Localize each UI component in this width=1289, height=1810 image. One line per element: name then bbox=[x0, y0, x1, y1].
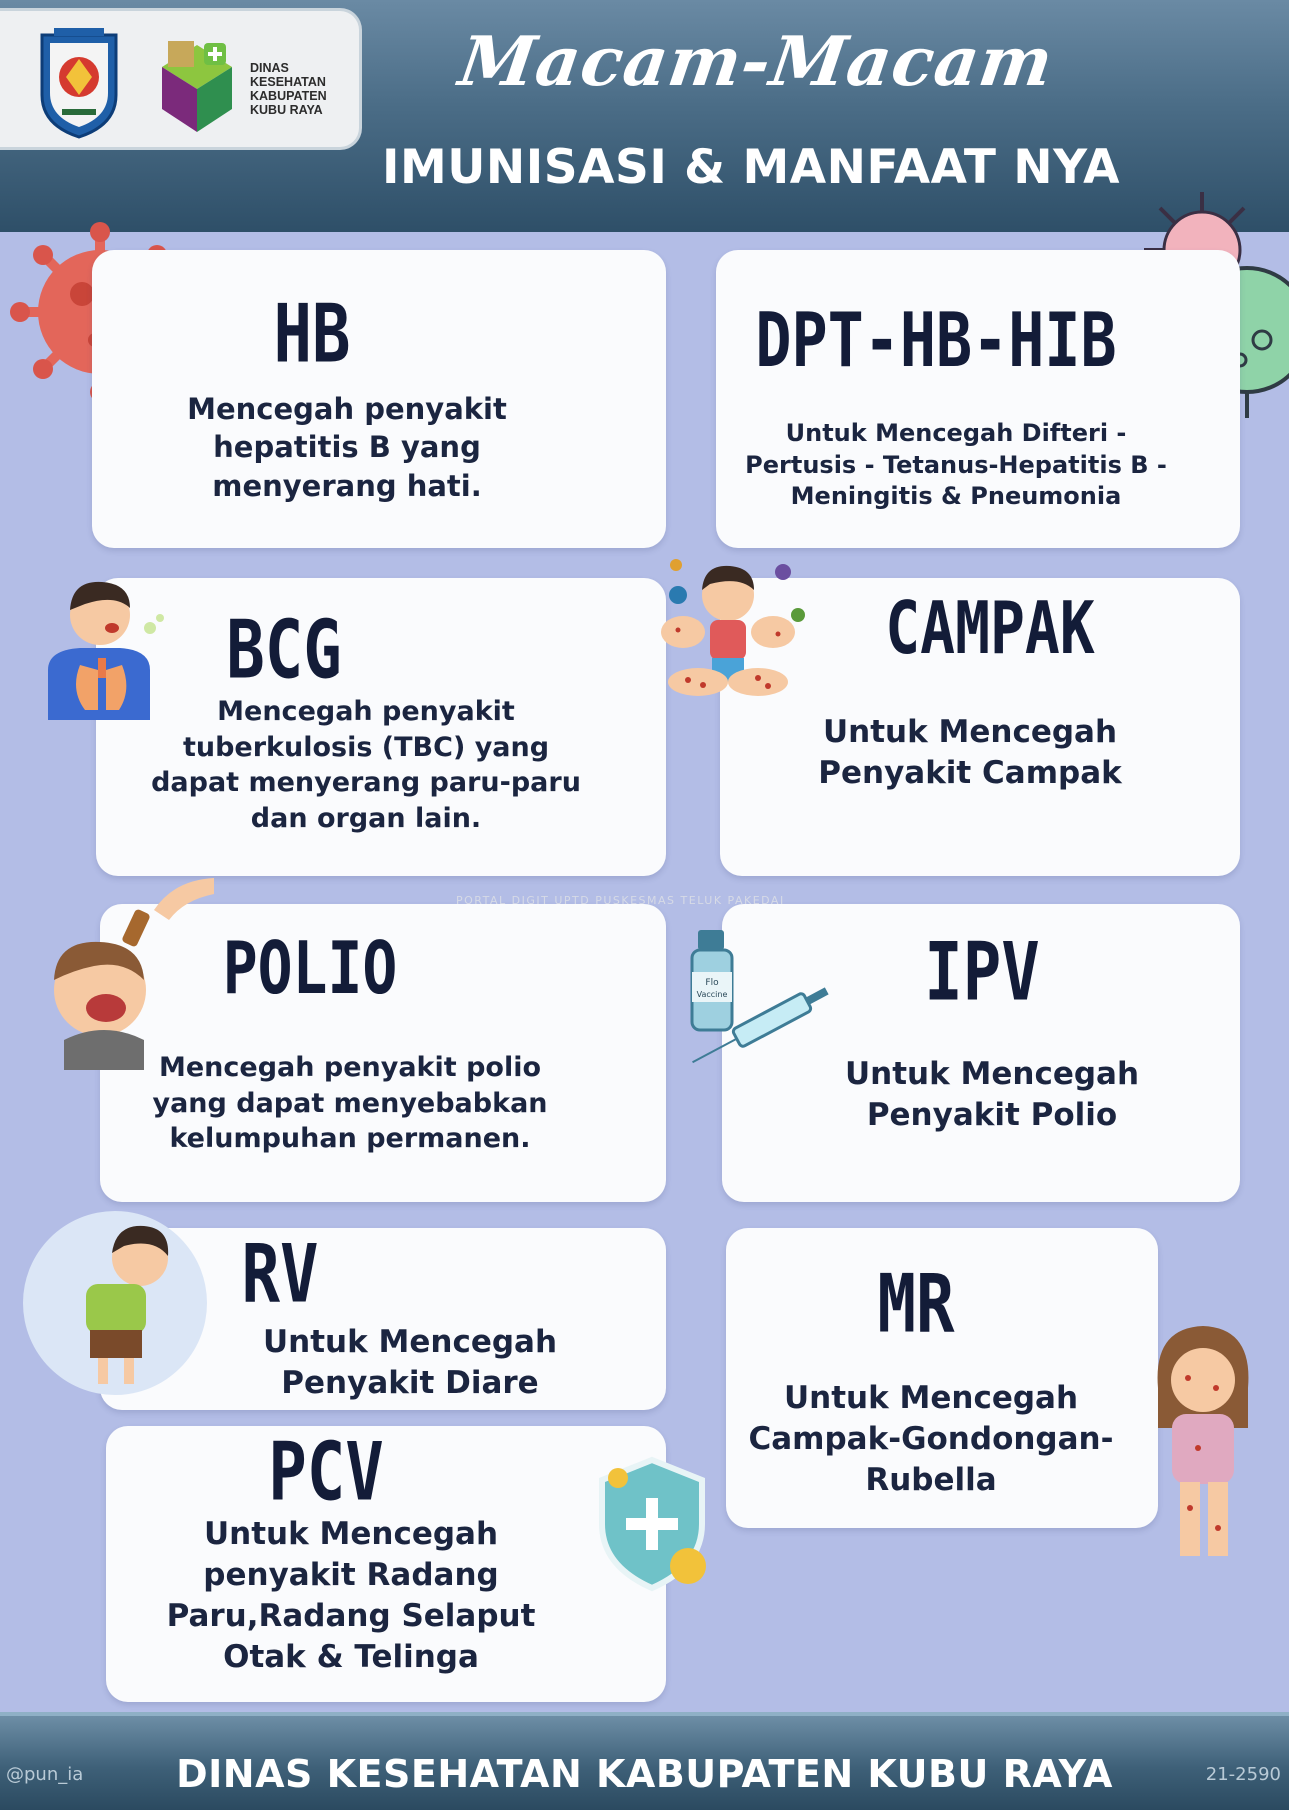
vaccine-label: Vaccine bbox=[696, 990, 728, 999]
desc-line: Untuk Mencegah bbox=[203, 1516, 499, 1552]
card-title: DPT-HB-HIB bbox=[755, 297, 1117, 385]
card-description bbox=[726, 1378, 1136, 1501]
logo-text-line: KUBU RAYA bbox=[250, 103, 323, 117]
card-hb bbox=[92, 250, 666, 548]
desc-line: penyakit Radang bbox=[203, 1556, 499, 1593]
desc-line: Untuk Mencegah bbox=[262, 1324, 558, 1360]
card-description bbox=[126, 694, 606, 837]
page-title: IMUNISASI & MANFAAT NYA bbox=[382, 140, 1120, 195]
card-description bbox=[800, 712, 1140, 794]
card-mr bbox=[726, 1228, 1158, 1528]
card-title: HB bbox=[273, 288, 351, 382]
desc-line: tuberkulosis (TBC) yang bbox=[182, 731, 550, 763]
footer-banner bbox=[0, 1712, 1289, 1810]
dinas-kesehatan-logo-icon bbox=[152, 37, 242, 137]
desc-line: Campak-Gondongan- bbox=[748, 1420, 1114, 1457]
girl-with-rash-icon bbox=[1148, 1318, 1258, 1568]
child-with-rash-icon bbox=[648, 550, 808, 700]
desc-line: Otak & Telinga bbox=[223, 1638, 479, 1675]
coughing-boy-lungs-icon bbox=[40, 570, 170, 720]
card-description bbox=[240, 1322, 580, 1404]
desc-line: Rubella bbox=[865, 1461, 997, 1498]
footer-title: DINAS KESEHATAN KABUPATEN KUBU RAYA bbox=[176, 1752, 1113, 1796]
title-script: Macam-Macam bbox=[454, 22, 1059, 102]
desc-line: dapat menyerang paru-paru bbox=[151, 767, 581, 799]
header-banner bbox=[0, 0, 1289, 232]
desc-line: dan organ lain. bbox=[250, 802, 482, 834]
desc-line: Untuk Mencegah bbox=[783, 1380, 1079, 1416]
shield-icon bbox=[588, 1454, 716, 1594]
desc-line: Paru,Radang Selaput bbox=[166, 1597, 536, 1634]
desc-line: Mencegah penyakit bbox=[187, 392, 507, 426]
card-title: BCG bbox=[226, 604, 342, 698]
vaccine-syringe-icon bbox=[672, 930, 842, 1090]
desc-line: kelumpuhan permanen. bbox=[169, 1123, 531, 1155]
dinas-logo-text bbox=[250, 61, 327, 117]
card-title: RV bbox=[241, 1228, 319, 1322]
footer-handle: @pun_ia bbox=[6, 1764, 84, 1785]
child-receiving-polio-drops-icon bbox=[44, 870, 214, 1070]
desc-line: Mencegah penyakit bbox=[217, 696, 515, 727]
desc-line: hepatitis B yang bbox=[213, 430, 481, 465]
card-title: PCV bbox=[268, 1426, 384, 1520]
desc-line: Untuk Mencegah Difteri - bbox=[785, 419, 1127, 447]
card-title: IPV bbox=[924, 926, 1040, 1020]
card-description bbox=[156, 1514, 546, 1678]
desc-line: yang dapat menyebabkan bbox=[152, 1087, 548, 1119]
desc-line: Penyakit Diare bbox=[281, 1364, 539, 1401]
card-description bbox=[822, 1054, 1162, 1136]
logo-text-line: KESEHATAN bbox=[250, 75, 326, 89]
logo-panel bbox=[0, 8, 362, 150]
logo-text-line: KABUPATEN bbox=[250, 89, 327, 103]
card-pcv bbox=[106, 1426, 666, 1702]
logo-text-line: DINAS bbox=[250, 61, 289, 75]
desc-line: Meningitis & Pneumonia bbox=[790, 482, 1122, 511]
desc-line: Penyakit Campak bbox=[818, 754, 1122, 791]
kabupaten-crest-icon bbox=[34, 25, 124, 141]
desc-line: Untuk Mencegah bbox=[822, 714, 1118, 750]
desc-line: menyerang hati. bbox=[212, 468, 482, 503]
footer-code: 21-2590 bbox=[1205, 1764, 1281, 1785]
desc-line: Pertusis - Tetanus-Hepatitis B - bbox=[745, 450, 1167, 479]
card-description bbox=[726, 418, 1186, 513]
card-description bbox=[152, 390, 542, 505]
desc-line: Mencegah penyakit polio bbox=[158, 1052, 542, 1083]
vaccine-label: Flo bbox=[705, 978, 719, 988]
desc-line: Penyakit Polio bbox=[866, 1096, 1118, 1133]
card-dpt-hb-hib bbox=[716, 250, 1240, 548]
card-title: POLIO bbox=[222, 925, 398, 1011]
watermark: PORTAL DIGIT UPTD PUSKESMAS TELUK PAKEDAI bbox=[456, 894, 785, 907]
desc-line: Untuk Mencegah bbox=[844, 1056, 1140, 1092]
child-stomachache-icon bbox=[20, 1208, 220, 1398]
card-title: CAMPAK bbox=[885, 585, 1095, 671]
card-title: MR bbox=[877, 1258, 955, 1352]
card-bcg bbox=[96, 578, 666, 876]
